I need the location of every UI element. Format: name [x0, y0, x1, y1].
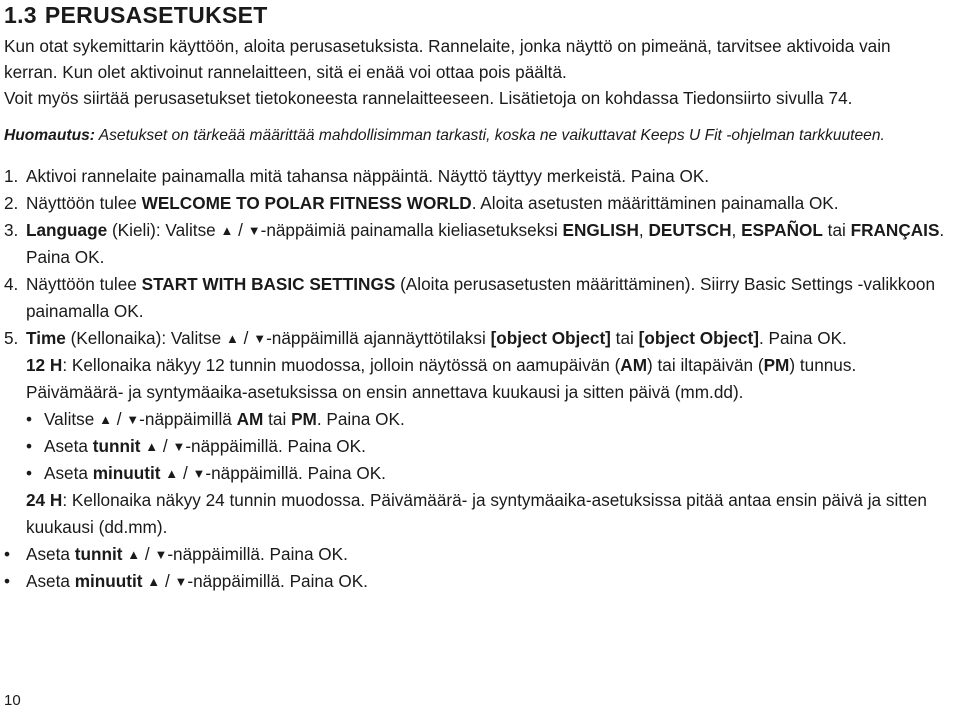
step-text: ) tai iltapäivän (	[647, 355, 764, 375]
step-text: . Paina OK.	[316, 409, 405, 429]
step-number: 4.	[4, 274, 19, 294]
down-arrow-icon: ▼	[192, 466, 206, 481]
am-label: AM	[236, 409, 264, 429]
intro-line: Kun otat sykemittarin käyttöön, aloita perusasetuksista. Rannelaite, jonka näyttö on pimeänä, tarvitsee aktivoida vain	[4, 36, 891, 56]
step-number: 2.	[4, 193, 19, 213]
format-12h-description	[4, 352, 956, 379]
up-arrow-icon: ▲	[220, 223, 234, 238]
step-text: Aseta	[44, 436, 93, 456]
down-arrow-icon: ▼	[172, 439, 186, 454]
setting-name: Time	[26, 328, 66, 348]
up-arrow-icon: ▲	[165, 466, 179, 481]
step-number: 3.	[4, 220, 19, 240]
note-label: Huomautus:	[4, 127, 95, 144]
bullet-icon: •	[26, 436, 33, 456]
steps-list	[4, 163, 956, 595]
step-5	[4, 325, 956, 352]
step-4	[4, 271, 956, 325]
step-text: tai	[263, 409, 292, 429]
bullet-icon: •	[4, 571, 11, 591]
up-arrow-icon: ▲	[99, 412, 112, 427]
step-text: /	[238, 328, 254, 348]
down-arrow-icon: ▼	[126, 412, 140, 427]
list-item	[4, 568, 956, 595]
setting-name: minuutit	[74, 571, 143, 591]
step-text: : Kellonaika näkyy 12 tunnin muodossa, jolloin näytössä on aamupäivän (	[62, 355, 621, 375]
step-text: (Aloita perusasetusten määrittäminen). Siirry Basic Settings -valikkoon	[395, 274, 936, 294]
step-text: tai	[822, 220, 851, 240]
intro-line: kerran. Kun olet aktivoinut rannelaitteen, sitä ei enää voi ottaa pois päältä.	[4, 62, 567, 82]
up-arrow-icon: ▲	[127, 547, 141, 562]
step-text: Paina OK.	[26, 247, 105, 267]
step-text: ,	[731, 220, 742, 240]
setting-name: Language	[26, 220, 108, 240]
list-item	[4, 406, 956, 433]
note-paragraph	[4, 125, 956, 147]
language-option: DEUTSCH	[648, 220, 732, 240]
section-heading	[4, 2, 956, 29]
step-text: /	[178, 463, 193, 483]
step-number: 5.	[4, 328, 19, 348]
language-option: ENGLISH	[562, 220, 639, 240]
step-text: . Paina OK.	[758, 328, 847, 348]
bullet-icon: •	[26, 463, 33, 483]
step-text: /	[158, 436, 173, 456]
step-text: Aseta	[26, 544, 75, 564]
am-label: AM	[620, 355, 648, 375]
note-text: Asetukset on tärkeää määrittää mahdollisimman tarkasti, koska ne vaikuttavat Keeps U Fit -ohjelman tarkkuuteen.	[94, 127, 885, 144]
step-text: painamalla OK.	[26, 301, 144, 321]
pm-label: PM	[763, 355, 790, 375]
pm-label: PM	[291, 409, 317, 429]
up-arrow-icon: ▲	[147, 574, 161, 589]
screen-message: WELCOME TO POLAR FITNESS WORLD	[141, 193, 472, 213]
step-text: (Kieli): Valitse	[107, 220, 221, 240]
step-text: /	[233, 220, 248, 240]
intro-line: Voit myös siirtää perusasetukset tietokoneesta rannelaitteeseen. Lisätietoja on kohdassa Tiedonsiirto sivulla 74.	[4, 88, 853, 108]
page-number: 10	[4, 692, 21, 709]
language-option: ESPAÑOL	[741, 220, 823, 240]
time-format: [object Object]	[490, 328, 611, 348]
step-text: Näyttöön tulee	[26, 274, 142, 294]
language-option: FRANÇAIS	[850, 220, 940, 240]
intro-paragraph	[4, 33, 956, 111]
step-text: : Kellonaika näkyy 24 tunnin muodossa. Päivämäärä- ja syntymäaika-asetuksissa pitää antaa ensin päivä ja sitten	[62, 490, 927, 510]
format-24h-description	[4, 487, 956, 541]
step-text: Näyttöön tulee	[26, 193, 142, 213]
step-number: 1.	[4, 166, 19, 186]
step-text: ,	[638, 220, 649, 240]
step-text: .	[939, 220, 945, 240]
down-arrow-icon: ▼	[253, 331, 267, 346]
step-text: Aseta	[44, 463, 93, 483]
step-text: tai	[610, 328, 639, 348]
time-format: 24 H	[26, 490, 63, 510]
bullet-icon: •	[26, 409, 33, 429]
step-text: -näppäimillä. Paina OK.	[187, 571, 368, 591]
time-format: 12 H	[26, 355, 63, 375]
up-arrow-icon: ▲	[225, 331, 239, 346]
step-text: -näppäimillä. Paina OK.	[205, 463, 386, 483]
step-text: /	[111, 409, 127, 429]
step-text: Valitse	[44, 409, 100, 429]
step-text: -näppäimillä	[139, 409, 237, 429]
setting-name: tunnit	[74, 544, 123, 564]
step-2	[4, 190, 956, 217]
step-text: -näppäimillä. Paina OK.	[167, 544, 348, 564]
list-item	[4, 460, 956, 487]
step-text: /	[140, 544, 155, 564]
step-3	[4, 217, 956, 271]
step-text: /	[160, 571, 175, 591]
date-order-note: Päivämäärä- ja syntymäaika-asetuksissa on ensin annettava kuukausi ja sitten päivä (mm.dd).	[26, 382, 744, 402]
down-arrow-icon: ▼	[174, 574, 188, 589]
down-arrow-icon: ▼	[154, 547, 168, 562]
manual-page	[4, 0, 956, 595]
list-item	[4, 433, 956, 460]
up-arrow-icon: ▲	[145, 439, 159, 454]
step-text: . Aloita asetusten määrittäminen painamalla OK.	[471, 193, 839, 213]
setting-name: tunnit	[92, 436, 141, 456]
step-text: ) tunnus.	[789, 355, 857, 375]
step-text: -näppäimillä. Paina OK.	[185, 436, 366, 456]
step-text: (Kellonaika): Valitse	[65, 328, 226, 348]
list-item	[4, 541, 956, 568]
step-text: Aseta	[26, 571, 75, 591]
setting-name: minuutit	[92, 463, 161, 483]
bullet-icon: •	[4, 544, 11, 564]
section-number: 1.3	[4, 2, 37, 28]
section-title: PERUSASETUKSET	[44, 2, 268, 28]
step-text: Aktivoi rannelaite painamalla mitä tahansa näppäintä. Näyttö täyttyy merkeistä. Paina OK.	[26, 166, 710, 186]
step-text: kuukausi (dd.mm).	[26, 517, 168, 537]
time-format: [object Object]	[638, 328, 759, 348]
screen-message: START WITH BASIC SETTINGS	[141, 274, 396, 294]
step-text: -näppäimiä painamalla kieliasetukseksi	[260, 220, 563, 240]
step-text: -näppäimillä ajannäyttötilaksi	[266, 328, 491, 348]
step-1	[4, 163, 956, 190]
down-arrow-icon: ▼	[247, 223, 261, 238]
